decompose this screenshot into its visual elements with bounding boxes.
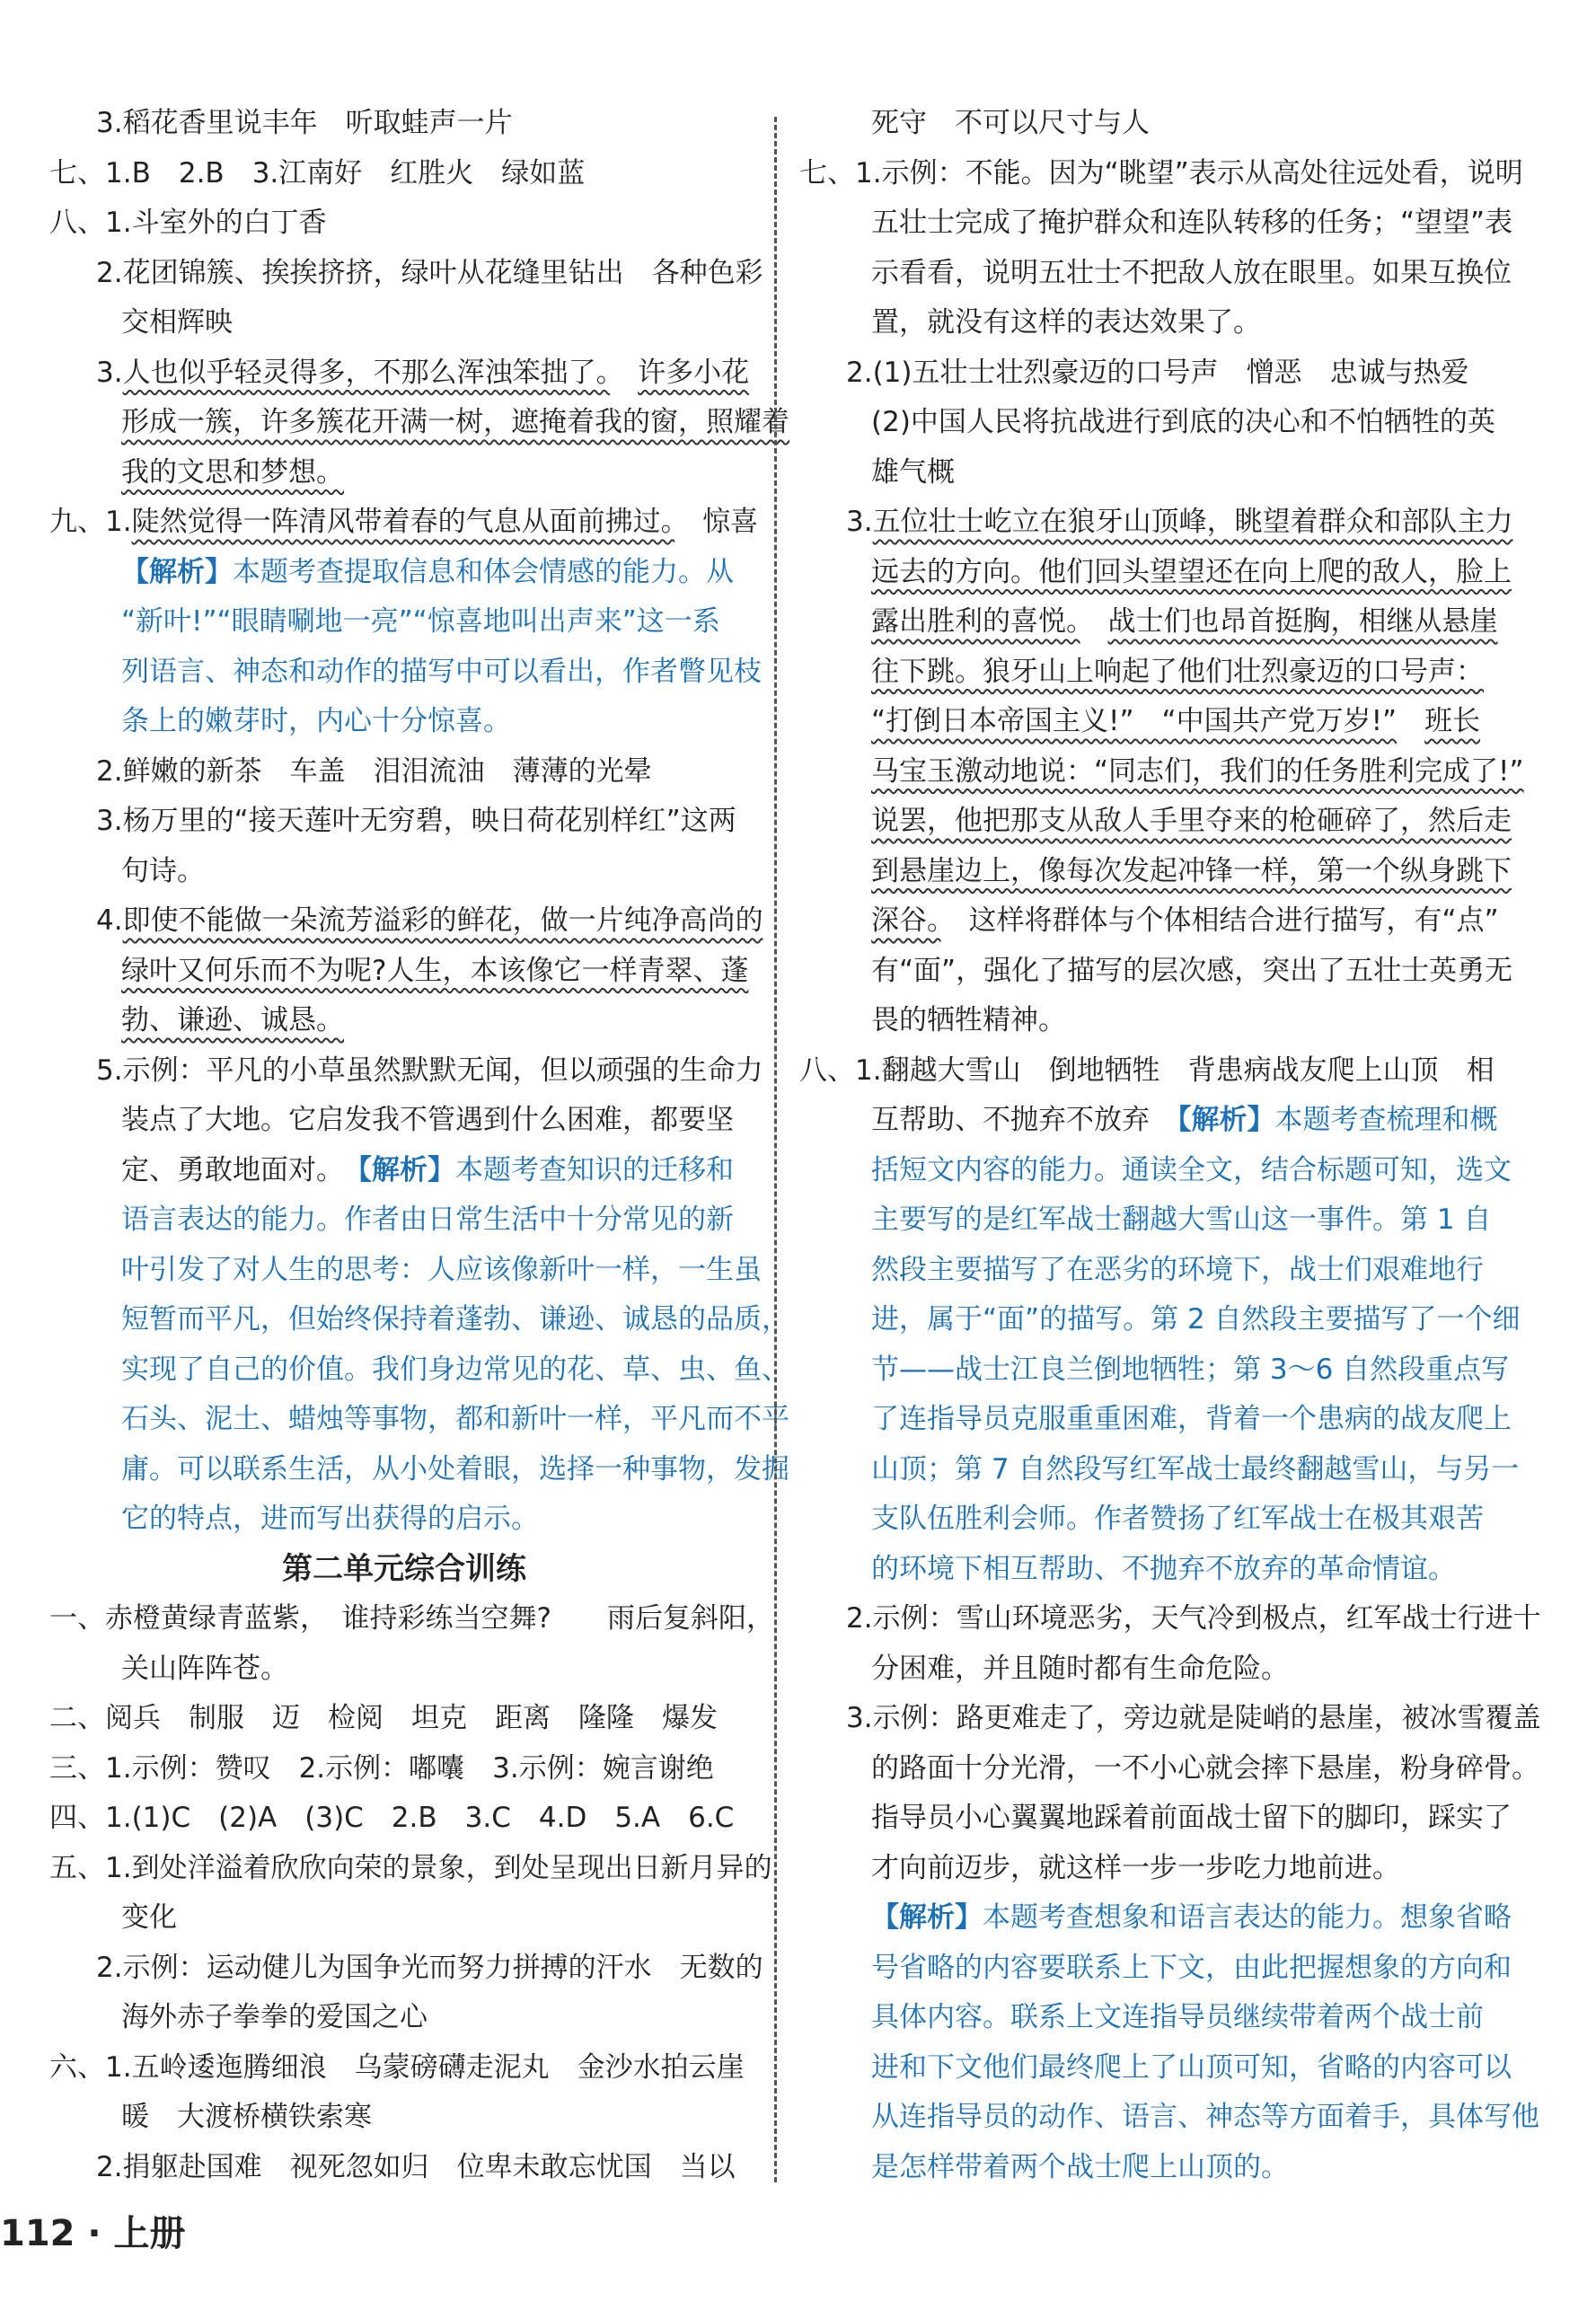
analysis-text: 支队伍胜利会师。作者赞扬了红军战士在极其艰苦	[871, 1503, 1484, 1535]
answer-text: (2)中国人民将抗战进行到底的决心和不怕牺牲的英	[871, 406, 1495, 438]
answer-text: 2.示例：运动健儿为国争光而努力拼搏的汗水 无数的	[96, 1951, 763, 1984]
answer-line	[49, 747, 759, 798]
answer-text: 3.杨万里的“接天莲叶无穷碧，映日荷花别样红”这两	[96, 805, 736, 837]
answer-line	[799, 298, 1518, 348]
analysis-tag: 【解析】	[121, 555, 233, 588]
answer-text: 3.	[96, 356, 123, 389]
answer-line	[799, 648, 1518, 698]
analysis-text: 进和下文他们最终爬上了山顶可知，省略的内容可以	[871, 2050, 1512, 2084]
answer-line	[799, 1944, 1518, 1994]
analysis-tag: 【解析】	[357, 1153, 455, 1186]
analysis-text: 的环境下相互帮助、不抛弃不放弃的革命情谊。	[871, 1552, 1456, 1585]
answer-text: 死守 不可以尺寸与人	[871, 107, 1150, 139]
answer-line	[49, 597, 759, 648]
answer-line	[799, 2143, 1518, 2193]
answer-text: 一、赤橙黄绿青蓝紫， 谁持彩练当空舞? 雨后复斜阳，	[49, 1602, 774, 1635]
section-title	[49, 1545, 759, 1595]
answer-line	[799, 597, 1518, 648]
answer-text: 马宝玉激动地说：“同志们，我们的任务胜利完成了!”	[871, 754, 1524, 788]
answer-line	[799, 847, 1518, 897]
answer-text: 我的文思和梦想。	[121, 455, 344, 489]
answer-line	[49, 2093, 759, 2143]
analysis-text: 短暂而平凡，但始终保持着蓬勃、谦逊、诚恳的品质，	[121, 1303, 789, 1336]
answer-line	[799, 1644, 1518, 1695]
answer-text: 示看看，说明五壮士不把敌人放在眼里。如果互换位	[871, 256, 1512, 289]
answer-text: 2.鲜嫩的新茶 车盖 泪泪流油 薄薄的光晕	[96, 754, 652, 788]
answer-line	[799, 996, 1518, 1046]
answer-text: 到悬崖边上，像每次发起冲锋一样，第一个纵身跳下	[871, 854, 1512, 887]
page-number: 112 · 上册	[0, 2213, 186, 2254]
answer-text: 2.示例：雪山环境恶劣，天气冷到极点，红军战士行进十	[846, 1602, 1541, 1635]
analysis-text: 具体内容。联系上文连指导员继续带着两个战士前	[871, 2001, 1484, 2033]
answer-line	[799, 448, 1518, 498]
answer-line	[799, 1246, 1518, 1296]
analysis-text: 从连指导员的动作、语言、神态等方面着手，具体写他	[871, 2101, 1539, 2133]
right-column	[799, 99, 1541, 2192]
answer-line	[49, 348, 759, 399]
answer-text	[610, 357, 638, 389]
answer-line	[799, 149, 1523, 199]
answer-text: 许多小花	[638, 356, 750, 389]
answer-text: 四、1.(1)C (2)A (3)C 2.B 3.C 4.D 5.A 6.C	[49, 1802, 735, 1834]
answer-text: 畏的牺牲精神。	[871, 1004, 1066, 1036]
answer-text: 五、1.到处洋溢着欣欣向荣的景象，到处呈现出日新月异的	[49, 1851, 772, 1884]
answer-line	[49, 996, 759, 1046]
answer-line	[799, 1545, 1518, 1595]
answer-line	[49, 1195, 759, 1246]
answer-text: 露出胜利的喜悦。	[871, 605, 1080, 638]
answer-line	[799, 747, 1524, 798]
answer-text: 绿叶又何乐而不为呢?人生，本该像它一样青翠、蓬	[121, 954, 749, 987]
answer-line	[799, 1395, 1518, 1445]
answer-line	[49, 1594, 774, 1644]
answer-line	[799, 1694, 1541, 1744]
answer-text: 即使不能做一朵流芳溢彩的鲜花，做一片纯净高尚的	[122, 904, 763, 937]
answer-text: 2.花团锦簇、挨挨挤挤，绿叶从花缝里钻出 各种色彩	[96, 256, 763, 289]
answer-line	[799, 1594, 1541, 1644]
answer-text: 说罢，他把那支从敌人手里夺来的枪砸碎了，然后走	[871, 805, 1512, 837]
answer-line	[799, 896, 1518, 947]
answer-line	[799, 947, 1518, 997]
analysis-text: 实现了自己的价值。我们身边常见的花、草、虫、鱼、	[121, 1353, 789, 1386]
answer-line	[49, 1944, 763, 1994]
answer-text: “打倒日本帝国主义!” “中国共产党万岁!”	[871, 705, 1398, 737]
analysis-text: 本题考查梳理和概	[1274, 1104, 1498, 1136]
answer-line	[49, 1295, 789, 1345]
answer-line	[799, 398, 1518, 448]
answer-text: 4.	[96, 904, 123, 937]
answer-line	[49, 1993, 759, 2043]
answer-text: 暖 大渡桥横铁索寒	[121, 2101, 372, 2133]
answer-line	[49, 1445, 789, 1495]
answer-text: 互帮助、不抛弃不放弃	[871, 1104, 1177, 1136]
answer-text: 分困难，并且随时都有生命危险。	[871, 1652, 1289, 1685]
answer-text: 班长	[1424, 705, 1481, 737]
answer-text: 有“面”，强化了描写的层次感，突出了五壮士英勇无	[871, 954, 1513, 987]
answer-line	[49, 1345, 789, 1396]
analysis-text: 庸。可以联系生活，从小处着眼，选择一种事物，发掘	[121, 1452, 789, 1486]
answer-text: 3.稻花香里说丰年 听取蛙声一片	[96, 107, 513, 139]
answer-line	[49, 448, 759, 498]
answer-text: 第二单元综合训练	[282, 1550, 526, 1587]
answer-text: 才向前迈步，就这样一步一步吃力地前进。	[871, 1851, 1400, 1884]
answer-line	[49, 896, 763, 947]
analysis-tag: 【解析】	[1177, 1104, 1275, 1136]
answer-text: 定、勇敢地面对。	[121, 1153, 358, 1186]
answer-line	[799, 198, 1518, 249]
answer-line	[49, 697, 759, 747]
answer-line	[799, 548, 1518, 598]
answer-line	[799, 1844, 1518, 1894]
answer-line	[49, 1644, 759, 1695]
answer-text: 战士们也昂首挺胸，相继从悬崖	[1107, 605, 1498, 638]
answer-line	[799, 2043, 1518, 2094]
answer-line	[799, 1445, 1518, 1495]
answer-line	[799, 1046, 1518, 1097]
answer-text	[1397, 705, 1424, 737]
answer-text: 指导员小心翼翼地踩着前面战士留下的脚印，踩实了	[871, 1802, 1512, 1834]
answer-line	[799, 1744, 1539, 1794]
analysis-text: 主要写的是红军战士翻越大雪山这一事件。第 1 自	[871, 1203, 1492, 1236]
answer-text: 远去的方向。他们回头望望还在向上爬的敌人，脸上	[871, 555, 1512, 588]
answer-line	[49, 298, 759, 348]
answer-text: 2.(1)五壮士壮烈豪迈的口号声 憎恶 忠诚与热爱	[846, 356, 1469, 389]
answer-text: 六、1.五岭逶迤腾细浪 乌蒙磅礴走泥丸 金沙水拍云崖	[49, 2050, 745, 2084]
answer-text: 七、1.示例：不能。因为“眺望”表示从高处往远处看，说明	[799, 156, 1523, 190]
answer-text: 九、1.	[49, 506, 132, 538]
answer-line	[49, 1794, 759, 1844]
analysis-text: 它的特点，进而写出获得的启示。	[121, 1503, 539, 1535]
answer-line	[799, 797, 1518, 847]
answer-line	[49, 1844, 772, 1894]
answer-text: 往下跳。狼牙山上响起了他们壮烈豪迈的口号声：	[871, 655, 1484, 688]
answer-text: 交相辉映	[121, 306, 233, 339]
answer-line	[799, 697, 1518, 747]
analysis-text: “新叶!”“眼睛唰地一亮”“惊喜地叫出声来”这一系	[121, 605, 720, 638]
analysis-text: 是怎样带着两个战士爬上山顶的。	[871, 2150, 1289, 2183]
analysis-text: 然段主要描写了在恶劣的环境下，战士们艰难地行	[871, 1253, 1484, 1286]
analysis-tag: 【解析】	[871, 1901, 983, 1934]
column-divider	[774, 117, 777, 2182]
answer-line	[799, 1195, 1518, 1246]
analysis-text: 列语言、神态和动作的描写中可以看出，作者瞥见枝	[121, 655, 762, 688]
answer-line	[49, 198, 759, 249]
answer-text: 装点了大地。它启发我不管遇到什么困难，都要坚	[121, 1104, 734, 1136]
answer-line	[799, 498, 1518, 548]
analysis-text: 节——战士江良兰倒地牺牲；第 3～6 自然段重点写	[871, 1353, 1510, 1386]
left-column	[49, 99, 789, 2192]
answer-text: 陡然觉得一阵清风带着春的气息从面前拂过。	[131, 506, 675, 538]
answer-line	[49, 548, 759, 598]
answer-line	[49, 2043, 759, 2094]
answer-line	[49, 398, 789, 448]
answer-text: 五位壮士屹立在狼牙山顶峰，眺望着群众和部队主力	[872, 506, 1513, 538]
answer-text: 3.示例：路更难走了，旁边就是陡峭的悬崖，被冰雪覆盖	[846, 1702, 1541, 1734]
answer-text: 这样将群体与个体相结合进行描写，有“点”	[940, 904, 1499, 937]
answer-line	[799, 1993, 1518, 2043]
answer-line	[49, 847, 759, 897]
answer-text: 形成一簇，许多簇花开满一树，遮掩着我的窗，照耀着	[121, 406, 789, 438]
answer-line	[49, 99, 759, 149]
answer-line	[799, 249, 1518, 299]
answer-text: 七、1.B 2.B 3.江南好 红胜火 绿如蓝	[49, 156, 586, 190]
answer-line	[799, 99, 1518, 149]
answer-text: 五壮士完成了掩护群众和连队转移的任务；“望望”表	[871, 207, 1513, 239]
analysis-text: 本题考查知识的迁移和	[455, 1153, 734, 1186]
answer-line	[49, 2143, 759, 2193]
answer-line	[49, 797, 759, 847]
analysis-text: 号省略的内容要联系上下文，由此把握想象的方向和	[871, 1951, 1512, 1984]
answer-line	[799, 1345, 1518, 1396]
answer-text: 5.示例：平凡的小草虽然默默无闻，但以顽强的生命力	[96, 1054, 763, 1087]
answer-line	[49, 498, 759, 548]
answer-text: 人也似乎轻灵得多，不那么浑浊笨拙了。	[122, 356, 611, 389]
analysis-text: 本题考查提取信息和体会情感的能力。从	[233, 555, 734, 588]
analysis-text: 本题考查想象和语言表达的能力。想象省略	[983, 1901, 1512, 1934]
analysis-text: 石头、泥土、蜡烛等事物，都和新叶一样，平凡而不平	[121, 1403, 789, 1435]
answer-line	[49, 947, 759, 997]
answer-text: 的路面十分光滑，一不小心就会摔下悬崖，粉身碎骨。	[871, 1751, 1539, 1785]
answer-line	[799, 2093, 1539, 2143]
answer-text: 深谷。	[871, 904, 941, 937]
answer-text: 变化	[121, 1901, 177, 1934]
answer-line	[49, 149, 759, 199]
answer-line	[49, 1744, 759, 1794]
answer-line	[799, 1096, 1518, 1146]
answer-line	[799, 1893, 1518, 1944]
answer-line	[799, 1794, 1518, 1844]
answer-text: 海外赤子拳拳的爱国之心	[121, 2001, 428, 2033]
analysis-text: 了连指导员克服重重困难，背着一个患病的战友爬上	[871, 1403, 1512, 1435]
answer-line	[799, 1494, 1518, 1545]
answer-line	[49, 1046, 763, 1097]
answer-text	[1080, 605, 1108, 638]
answer-line	[49, 1694, 759, 1744]
analysis-text: 山顶；第 7 自然段写红军战士最终翻越雪山，与另一	[871, 1452, 1520, 1486]
answer-line	[799, 348, 1518, 399]
answer-line	[49, 1494, 759, 1545]
analysis-text: 语言表达的能力。作者由日常生活中十分常见的新	[121, 1203, 734, 1236]
answer-line	[49, 648, 762, 698]
answer-line	[799, 1295, 1521, 1345]
answer-line	[49, 249, 763, 299]
analysis-text: 叶引发了对人生的思考：人应该像新叶一样，一生虽	[121, 1253, 762, 1286]
answer-line	[49, 1096, 759, 1146]
answer-line	[49, 1146, 759, 1196]
answer-text: 惊喜	[675, 506, 759, 538]
answer-line	[49, 1893, 759, 1944]
answer-text: 3.	[846, 506, 873, 538]
analysis-text: 括短文内容的能力。通读全文，结合标题可知，选文	[871, 1153, 1512, 1186]
answer-line	[799, 1146, 1518, 1196]
answer-text: 八、1.翻越大雪山 倒地牺牲 背患病战友爬上山顶 相	[799, 1054, 1495, 1087]
answer-text: 八、1.斗室外的白丁香	[49, 207, 327, 239]
answer-text: 三、1.示例：赞叹 2.示例：嘟囔 3.示例：婉言谢绝	[49, 1751, 714, 1785]
answer-text: 二、阅兵 制服 迈 检阅 坦克 距离 隆隆 爆发	[49, 1702, 718, 1734]
answer-text: 2.捐躯赴国难 视死忽如归 位卑未敢忘忧国 当以	[96, 2150, 736, 2183]
answer-text: 句诗。	[121, 854, 205, 887]
answer-text: 勃、谦逊、诚恳。	[121, 1004, 344, 1036]
analysis-text: 进，属于“面”的描写。第 2 自然段主要描写了一个细	[871, 1303, 1521, 1336]
answer-line	[49, 1246, 762, 1296]
answer-text: 雄气概	[871, 455, 955, 489]
analysis-text: 条上的嫩芽时，内心十分惊喜。	[121, 705, 511, 737]
answer-text: 关山阵阵苍。	[121, 1652, 288, 1685]
answer-line	[49, 1395, 789, 1445]
answer-text: 置，就没有这样的表达效果了。	[871, 306, 1261, 339]
